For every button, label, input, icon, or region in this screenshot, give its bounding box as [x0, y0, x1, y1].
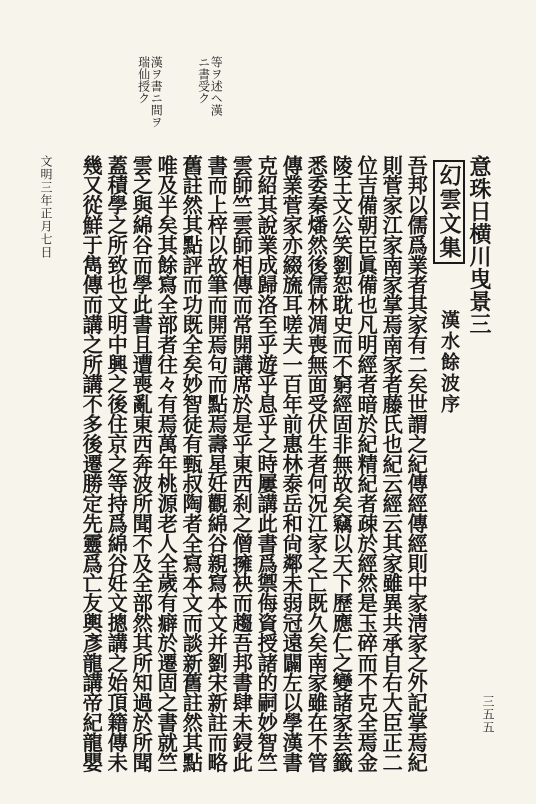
margin-note-1-text: 等ヲ	[209, 56, 224, 80]
margin-note-2-text: 漢ヲ	[149, 56, 164, 80]
box-title: 幻雲文集	[433, 160, 465, 264]
date-line: 文明三年正月七日	[39, 155, 53, 259]
body-line-1: 吾邦以儒爲業者其家有二矣世謂之紀傳經傳經則中家淸家之外記掌焉紀	[404, 155, 429, 772]
body-line-12: 雲之與綿谷而學此書且遭喪亂東西奔波所聞不及全部然其所知過於所聞	[129, 155, 154, 772]
body-line-9: 書而上梓以故筆而開焉句而點焉壽星妊觀綿谷親寫本文并劉宋新註而略	[204, 155, 229, 772]
body-line-6: 傳業菅家亦綴旒耳嗟夫一百年前惠林泰岳和尙鄰未弱冠遠闢左以學漢書	[279, 155, 304, 772]
body-line-5: 悉委秦燔然後儒林凋喪無面受伏生者何况江家之亡既久矣南家雖在不管	[304, 155, 329, 772]
page-number: 三五五	[481, 695, 495, 734]
body-line-8: 雲師竺雲師相傳而常開講席於是乎東西刹之僧擁袂而趨吾邦書肆未鋟此	[229, 155, 254, 772]
body-line-7: 克紹其說業成歸洛至乎遊乎息乎之時屢講此書爲禦侮資授諸的嗣妙智竺	[254, 155, 279, 772]
work-heading	[438, 160, 460, 415]
body-line-11: 唯及半矣其餘寫全部者往々有焉萬年桃源老人全歲有癖於遷固之書就竺	[154, 155, 179, 772]
body-line-3: 位吉備朝臣眞備也凡明經者暗於紀精紀者疎於經然是玉碎而不克全焉金	[354, 155, 379, 772]
author-name: 漢水餘波序	[438, 310, 460, 415]
body-line-13: 蓋積學之所致也文明中興之後住京之等持爲綿谷妊文摠講之始頂籍傳未	[104, 155, 129, 772]
body-line-14: 幾又從鮮于雋傳而講之所講不多後遷勝定先靈爲亡友輿彥龍講帝紀龍嬰	[79, 155, 104, 772]
body-line-4: 陵王文公笑劉恕耽史而不窮經固非無故矣竊以天下歷應仁之變諸家芸籤	[329, 155, 354, 772]
body-line-10: 舊註然其點評而功既全矣妙智徒有甄叔陶者全寫本文而談新舊註然其點	[179, 155, 204, 772]
title-line: 意珠日横川曳景三	[466, 155, 492, 335]
margin-note-1: 等ヲ述ヘ漢ニ書受ク	[196, 56, 224, 116]
margin-note-2: 漢ヲ書ニ間ヲ瑞仙授ク	[136, 56, 164, 128]
body-line-2: 則菅家江家南家掌焉南家者藤氏也紀云經云其家雖異共承自右大臣正二	[379, 155, 404, 772]
